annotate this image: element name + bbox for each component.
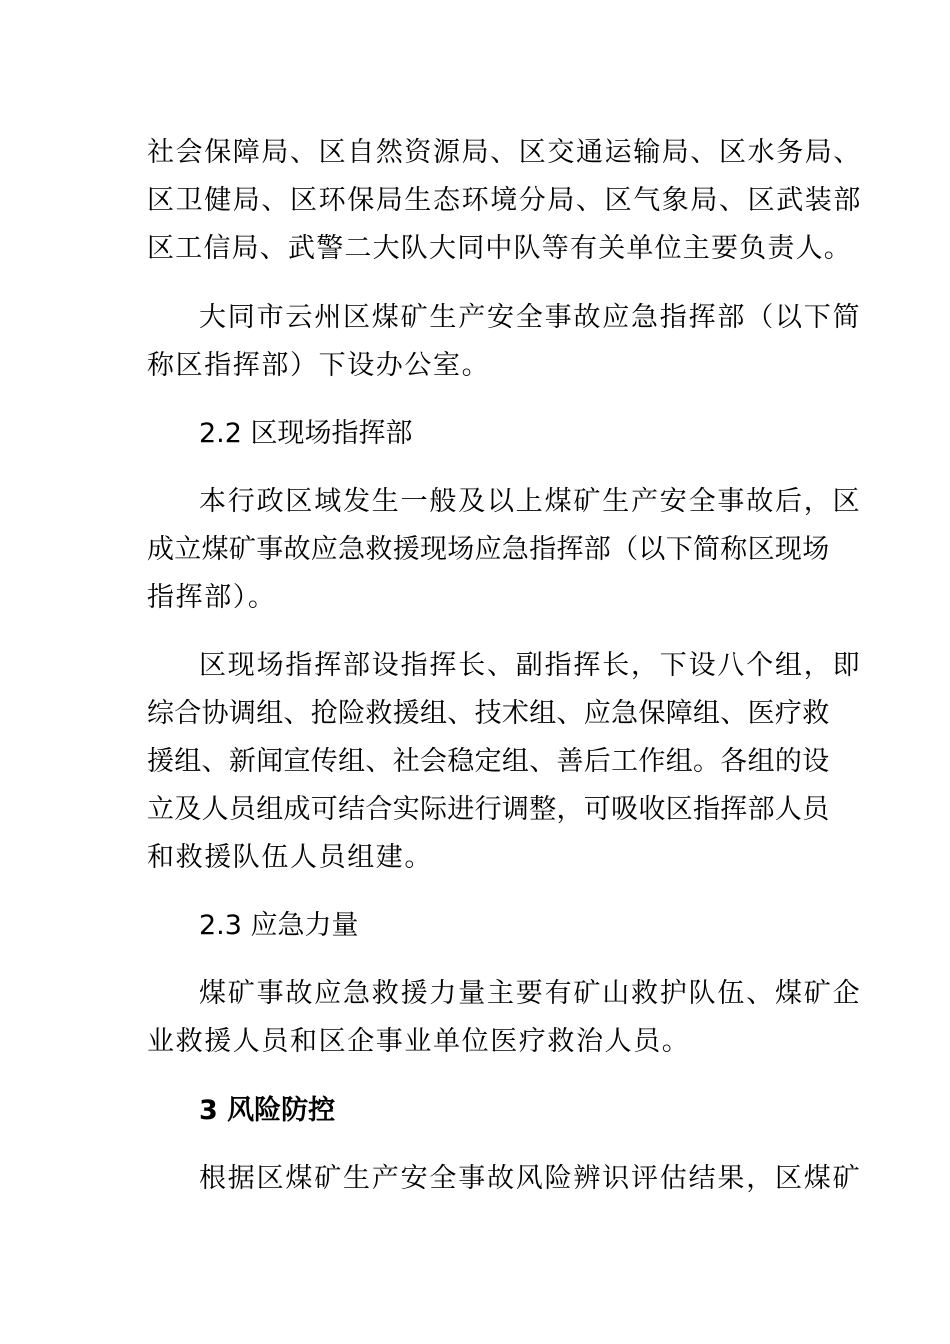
text-line-content: 立及人员组成可结合实际进行调整，可吸收区指挥部人员: [147, 794, 830, 825]
text-line-content: 称区指挥部）下设办公室。: [147, 350, 491, 381]
section-heading: [0, 906, 950, 946]
text-line: [0, 1159, 950, 1199]
text-line-content: 社会保障局、区自然资源局、区交通运输局、区水务局、: [147, 137, 862, 168]
section-heading-text: 2.3 应急力量: [199, 910, 359, 941]
text-line: [0, 229, 950, 269]
text-line-content: 区现场指挥部设指挥长、副指挥长，下设八个组，即: [199, 650, 862, 681]
text-line-content: 区工信局、武警二大队大同中队等有关单位主要负责人。: [147, 233, 852, 264]
text-line: [0, 578, 950, 618]
text-line-content: 区卫健局、区环保局生态环境分局、区气象局、区武装部: [147, 185, 862, 216]
text-line: [0, 694, 950, 734]
chapter-heading-text: 3 风险防控: [199, 1095, 336, 1126]
text-line: [0, 181, 950, 221]
text-line: [0, 133, 950, 173]
text-line: [0, 742, 950, 782]
text-line: [0, 1022, 950, 1062]
text-line-content: 根据区煤矿生产安全事故风险辨识评估结果，区煤矿: [199, 1163, 862, 1194]
text-line-content: 和救援队伍人员组建。: [147, 842, 433, 873]
chapter-heading: [0, 1091, 950, 1131]
text-line-content: 业救援人员和区企事业单位医疗救治人员。: [147, 1026, 691, 1057]
text-line: [0, 530, 950, 570]
text-line-content: 综合协调组、抢险救援组、技术组、应急保障组、医疗救: [147, 698, 830, 729]
text-line: [0, 346, 950, 386]
text-line-content: 成立煤矿事故应急救援现场应急指挥部（以下简称区现场: [147, 534, 830, 565]
text-line: [0, 790, 950, 830]
section-heading-text: 2.2 区现场指挥部: [199, 418, 413, 449]
text-line-content: 指挥部）。: [147, 582, 277, 613]
text-line: [0, 838, 950, 878]
text-line-content: 煤矿事故应急救援力量主要有矿山救护队伍、煤矿企: [199, 978, 862, 1009]
text-line: [0, 482, 950, 522]
text-line-content: 援组、新闻宣传组、社会稳定组、善后工作组。各组的设: [147, 746, 830, 777]
text-line-content: 本行政区域发生一般及以上煤矿生产安全事故后，区: [199, 486, 862, 517]
text-line: [0, 974, 950, 1014]
text-line: [0, 298, 950, 338]
text-line-content: 大同市云州区煤矿生产安全事故应急指挥部（以下简: [199, 302, 862, 333]
text-line: [0, 646, 950, 686]
section-heading: [0, 414, 950, 454]
